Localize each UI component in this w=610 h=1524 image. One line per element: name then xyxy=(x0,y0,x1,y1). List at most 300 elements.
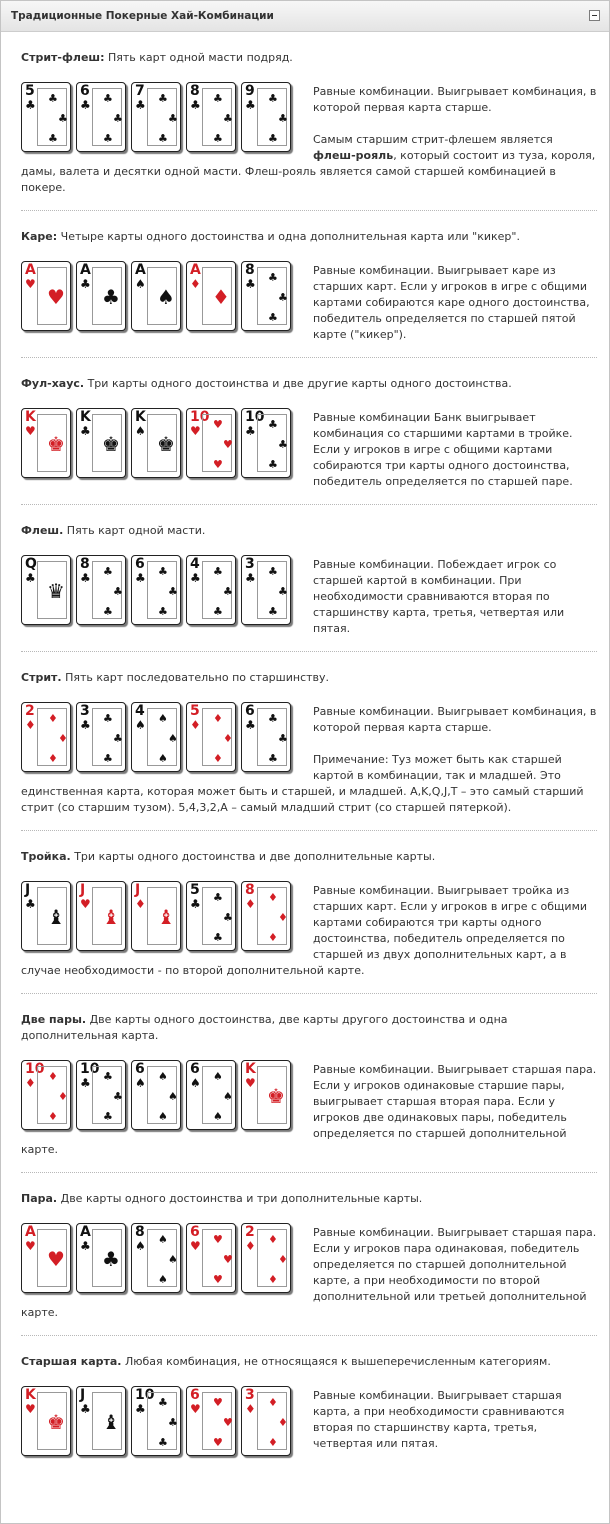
spades-pip-icon: ♠ xyxy=(158,1233,168,1246)
clubs-suit-icon: ♣ xyxy=(80,424,91,438)
playing-card-j-hearts xyxy=(76,881,126,951)
hand-example-row xyxy=(21,702,597,816)
spades-ace-emblem-icon: ♠ xyxy=(157,285,175,309)
diamonds-suit-icon: ♦ xyxy=(135,897,146,911)
card-rank: 6 xyxy=(135,1061,145,1077)
hearts-pip-icon: ♥ xyxy=(213,1233,223,1246)
hearts-pip-icon: ♥ xyxy=(223,1253,233,1266)
clubs-pip-icon: ♣ xyxy=(223,112,233,125)
playing-card-j-clubs xyxy=(21,881,71,951)
hand-example-row xyxy=(21,1060,597,1158)
playing-card-a-clubs xyxy=(76,1223,126,1293)
playing-card-7-clubs xyxy=(131,82,181,152)
spades-pip-icon: ♠ xyxy=(158,1070,168,1083)
description-paragraph: Равные комбинации. Выигрывает старшая карта, а при необходимости сравниваются вторая по старшинству карта, третья, четвертая или пятая. xyxy=(313,1389,565,1450)
court-figure-icon: ♚ xyxy=(157,432,175,456)
diamonds-pip-icon: ♦ xyxy=(58,732,68,745)
hearts-pip-icon: ♥ xyxy=(213,1436,223,1449)
spades-suit-icon: ♠ xyxy=(135,277,146,291)
spades-pip-icon: ♠ xyxy=(213,1070,223,1083)
hand-example-row xyxy=(21,1386,597,1460)
hand-title: Стрит-флеш: xyxy=(21,51,105,64)
hand-section-straight xyxy=(21,652,597,831)
playing-card-8-diamonds xyxy=(241,881,291,951)
clubs-pip-icon: ♣ xyxy=(278,291,288,304)
diamonds-pip-icon: ♦ xyxy=(48,1110,58,1123)
clubs-suit-icon: ♣ xyxy=(25,98,36,112)
clubs-pip-icon: ♣ xyxy=(168,1416,178,1429)
playing-card-6-hearts xyxy=(186,1386,236,1456)
hand-cards xyxy=(21,408,311,482)
clubs-pip-icon: ♣ xyxy=(268,418,278,431)
diamonds-suit-icon: ♦ xyxy=(245,1402,256,1416)
description-text: Самым старшим стрит-флешем является xyxy=(313,133,553,146)
card-rank: 4 xyxy=(135,703,145,719)
card-rank: K xyxy=(25,409,36,425)
card-rank: A xyxy=(25,262,36,278)
royal-flush-term: флеш-рояль xyxy=(313,149,394,162)
playing-card-k-hearts xyxy=(241,1060,291,1130)
playing-card-a-clubs xyxy=(76,261,126,331)
playing-card-8-spades xyxy=(131,1223,181,1293)
diamonds-pip-icon: ♦ xyxy=(268,1436,278,1449)
card-face xyxy=(37,414,67,472)
clubs-suit-icon: ♣ xyxy=(135,98,146,112)
card-face xyxy=(257,1392,287,1450)
clubs-pip-icon: ♣ xyxy=(213,92,223,105)
clubs-pip-icon: ♣ xyxy=(158,132,168,145)
hearts-ace-emblem-icon: ♥ xyxy=(47,1247,65,1271)
hearts-suit-icon: ♥ xyxy=(190,1239,201,1253)
clubs-pip-icon: ♣ xyxy=(213,132,223,145)
hand-title: Старшая карта. xyxy=(21,1355,122,1368)
diamonds-pip-icon: ♦ xyxy=(268,1233,278,1246)
spades-pip-icon: ♠ xyxy=(168,1090,178,1103)
playing-card-k-hearts xyxy=(21,408,71,478)
hand-heading xyxy=(21,849,597,865)
hand-cards xyxy=(21,261,311,335)
card-face xyxy=(92,708,122,766)
clubs-pip-icon: ♣ xyxy=(103,712,113,725)
hearts-suit-icon: ♥ xyxy=(190,1402,201,1416)
card-face xyxy=(37,267,67,325)
card-rank: 6 xyxy=(80,83,90,99)
card-rank: 3 xyxy=(245,556,255,572)
card-face xyxy=(92,561,122,619)
card-face xyxy=(37,1392,67,1450)
hand-title: Стрит. xyxy=(21,671,62,684)
hand-section-three-of-a-kind xyxy=(21,831,597,994)
clubs-pip-icon: ♣ xyxy=(223,911,233,924)
card-face xyxy=(37,887,67,945)
spades-suit-icon: ♠ xyxy=(135,718,146,732)
court-figure-icon: ♚ xyxy=(47,432,65,456)
playing-card-8-clubs xyxy=(241,261,291,331)
hand-heading xyxy=(21,376,597,392)
card-rank: 6 xyxy=(190,1387,200,1403)
clubs-pip-icon: ♣ xyxy=(213,931,223,944)
card-rank: 2 xyxy=(245,1224,255,1240)
card-rank: J xyxy=(135,882,141,898)
spades-pip-icon: ♠ xyxy=(158,1273,168,1286)
hand-title: Пара. xyxy=(21,1192,58,1205)
court-figure-icon: ♛ xyxy=(47,579,65,603)
clubs-pip-icon: ♣ xyxy=(158,1436,168,1449)
description-paragraph: Равные комбинации. Выигрывает старшая пара. Если у игроков пара одинаковая, победитель определяется по старшей дополнительной карте, а при необходимости по второй дополнительной или третьей дополнительной карте. xyxy=(21,1226,597,1319)
diamonds-pip-icon: ♦ xyxy=(58,1090,68,1103)
card-rank: 7 xyxy=(135,83,145,99)
playing-card-j-clubs xyxy=(76,1386,126,1456)
clubs-pip-icon: ♣ xyxy=(213,891,223,904)
card-face xyxy=(202,561,232,619)
diamonds-suit-icon: ♦ xyxy=(245,897,256,911)
hand-section-full-house xyxy=(21,358,597,505)
card-rank: K xyxy=(25,1387,36,1403)
card-rank: 3 xyxy=(80,703,90,719)
clubs-pip-icon: ♣ xyxy=(168,585,178,598)
court-figure-icon: ♝ xyxy=(47,905,65,929)
spades-pip-icon: ♠ xyxy=(213,1110,223,1123)
playing-card-10-hearts xyxy=(186,408,236,478)
playing-card-6-spades xyxy=(186,1060,236,1130)
diamonds-pip-icon: ♦ xyxy=(268,931,278,944)
diamonds-pip-icon: ♦ xyxy=(48,752,58,765)
clubs-pip-icon: ♣ xyxy=(58,112,68,125)
card-rank: A xyxy=(135,262,146,278)
clubs-pip-icon: ♣ xyxy=(268,752,278,765)
card-rank: 8 xyxy=(245,262,255,278)
hand-definition: Пять карт одной масти подряд. xyxy=(104,51,293,64)
card-face xyxy=(202,708,232,766)
diamonds-pip-icon: ♦ xyxy=(223,732,233,745)
hand-definition: Три карты одного достоинства и две дополнительные карты. xyxy=(70,850,436,863)
diamonds-pip-icon: ♦ xyxy=(268,1273,278,1286)
playing-card-5-diamonds xyxy=(186,702,236,772)
hand-example-row xyxy=(21,881,597,979)
hearts-ace-emblem-icon: ♥ xyxy=(47,285,65,309)
clubs-suit-icon: ♣ xyxy=(80,571,91,585)
spades-pip-icon: ♠ xyxy=(168,732,178,745)
hearts-pip-icon: ♥ xyxy=(223,1416,233,1429)
hand-definition: Пять карт одной масти. xyxy=(63,524,206,537)
clubs-pip-icon: ♣ xyxy=(223,585,233,598)
clubs-pip-icon: ♣ xyxy=(268,92,278,105)
clubs-pip-icon: ♣ xyxy=(158,92,168,105)
card-rank: 2 xyxy=(25,703,35,719)
card-rank: J xyxy=(25,882,31,898)
card-face xyxy=(147,1392,177,1450)
playing-card-6-clubs xyxy=(131,555,181,625)
hand-title: Две пары. xyxy=(21,1013,87,1026)
clubs-suit-icon: ♣ xyxy=(80,1402,91,1416)
card-face xyxy=(147,414,177,472)
playing-card-10-clubs xyxy=(241,408,291,478)
diamonds-ace-emblem-icon: ♦ xyxy=(212,285,230,309)
hearts-suit-icon: ♥ xyxy=(25,1402,36,1416)
playing-card-10-clubs xyxy=(131,1386,181,1456)
playing-card-5-clubs xyxy=(21,82,71,152)
hand-definition: Две карты одного достоинства, две карты другого достоинства и одна дополнительная карта. xyxy=(21,1013,508,1042)
clubs-ace-emblem-icon: ♣ xyxy=(102,1247,120,1271)
card-face xyxy=(202,414,232,472)
card-rank: 8 xyxy=(80,556,90,572)
diamonds-pip-icon: ♦ xyxy=(268,1396,278,1409)
playing-card-8-clubs xyxy=(76,555,126,625)
card-face xyxy=(92,1066,122,1124)
spades-suit-icon: ♠ xyxy=(135,424,146,438)
hand-cards xyxy=(21,881,311,955)
clubs-suit-icon: ♣ xyxy=(245,571,256,585)
clubs-suit-icon: ♣ xyxy=(245,718,256,732)
card-rank: 6 xyxy=(245,703,255,719)
clubs-pip-icon: ♣ xyxy=(103,1070,113,1083)
card-rank: 10 xyxy=(25,1061,45,1077)
description-paragraph: Примечание: Туз может быть как старшей картой в комбинации, так и младшей. Это единственная карта, которая может быть и старшей, и младшей. A,K,Q,J,T – это самый старший стрит (со старшим тузом). 5,4,3,2,A – самый младший стрит (со старшей пятеркой). xyxy=(21,753,584,814)
card-rank: K xyxy=(135,409,146,425)
hand-heading xyxy=(21,1012,597,1044)
clubs-pip-icon: ♣ xyxy=(158,1396,168,1409)
hand-example-row xyxy=(21,555,597,637)
hand-section-two-pair xyxy=(21,994,597,1173)
card-rank: A xyxy=(80,1224,91,1240)
hand-heading xyxy=(21,1354,597,1370)
clubs-suit-icon: ♣ xyxy=(190,571,201,585)
clubs-pip-icon: ♣ xyxy=(213,605,223,618)
playing-card-a-diamonds xyxy=(186,261,236,331)
court-figure-icon: ♚ xyxy=(267,1084,285,1108)
diamonds-suit-icon: ♦ xyxy=(25,1076,36,1090)
playing-card-6-clubs xyxy=(76,82,126,152)
panel-header xyxy=(1,1,609,32)
playing-card-10-diamonds xyxy=(21,1060,71,1130)
card-face xyxy=(202,1392,232,1450)
clubs-pip-icon: ♣ xyxy=(278,585,288,598)
diamonds-suit-icon: ♦ xyxy=(245,1239,256,1253)
card-rank: Q xyxy=(25,556,37,572)
card-face xyxy=(257,1229,287,1287)
diamonds-pip-icon: ♦ xyxy=(278,1253,288,1266)
hand-definition: Пять карт последовательно по старшинству. xyxy=(61,671,330,684)
clubs-pip-icon: ♣ xyxy=(103,132,113,145)
playing-card-2-diamonds xyxy=(241,1223,291,1293)
spades-pip-icon: ♠ xyxy=(223,1090,233,1103)
clubs-pip-icon: ♣ xyxy=(158,565,168,578)
playing-card-6-hearts xyxy=(186,1223,236,1293)
diamonds-suit-icon: ♦ xyxy=(25,718,36,732)
clubs-suit-icon: ♣ xyxy=(25,571,36,585)
clubs-pip-icon: ♣ xyxy=(103,605,113,618)
card-rank: 10 xyxy=(80,1061,100,1077)
clubs-suit-icon: ♣ xyxy=(80,277,91,291)
card-rank: 9 xyxy=(245,83,255,99)
clubs-suit-icon: ♣ xyxy=(80,718,91,732)
card-face xyxy=(257,414,287,472)
diamonds-pip-icon: ♦ xyxy=(213,712,223,725)
court-figure-icon: ♝ xyxy=(157,905,175,929)
clubs-pip-icon: ♣ xyxy=(278,438,288,451)
hand-cards xyxy=(21,555,311,629)
diamonds-suit-icon: ♦ xyxy=(190,718,201,732)
spades-pip-icon: ♠ xyxy=(158,712,168,725)
clubs-pip-icon: ♣ xyxy=(113,732,123,745)
card-face xyxy=(147,887,177,945)
playing-card-3-clubs xyxy=(241,555,291,625)
clubs-pip-icon: ♣ xyxy=(268,565,278,578)
card-rank: 10 xyxy=(135,1387,155,1403)
card-face xyxy=(257,88,287,146)
card-face xyxy=(257,1066,287,1124)
clubs-pip-icon: ♣ xyxy=(213,565,223,578)
hand-title: Флеш. xyxy=(21,524,64,537)
court-figure-icon: ♝ xyxy=(102,1410,120,1434)
clubs-suit-icon: ♣ xyxy=(80,1076,91,1090)
clubs-pip-icon: ♣ xyxy=(268,712,278,725)
clubs-pip-icon: ♣ xyxy=(168,112,178,125)
playing-card-6-spades xyxy=(131,1060,181,1130)
card-rank: J xyxy=(80,1387,86,1403)
card-rank: 10 xyxy=(245,409,265,425)
hand-cards xyxy=(21,1223,311,1297)
diamonds-pip-icon: ♦ xyxy=(48,1070,58,1083)
card-face xyxy=(147,267,177,325)
clubs-pip-icon: ♣ xyxy=(103,752,113,765)
playing-card-5-clubs xyxy=(186,881,236,951)
clubs-pip-icon: ♣ xyxy=(103,565,113,578)
card-face xyxy=(37,708,67,766)
playing-card-j-diamonds xyxy=(131,881,181,951)
clubs-pip-icon: ♣ xyxy=(48,92,58,105)
collapse-icon[interactable] xyxy=(589,10,600,21)
spades-pip-icon: ♠ xyxy=(158,1110,168,1123)
card-rank: 6 xyxy=(190,1061,200,1077)
hand-title: Каре: xyxy=(21,230,58,243)
playing-card-6-clubs xyxy=(241,702,291,772)
card-face xyxy=(92,267,122,325)
card-rank: 8 xyxy=(190,83,200,99)
hand-example-row xyxy=(21,1223,597,1321)
playing-card-a-hearts xyxy=(21,261,71,331)
card-rank: 10 xyxy=(190,409,210,425)
hand-title: Тройка. xyxy=(21,850,71,863)
card-face xyxy=(37,1066,67,1124)
clubs-pip-icon: ♣ xyxy=(268,311,278,324)
spades-suit-icon: ♠ xyxy=(190,1076,201,1090)
diamonds-pip-icon: ♦ xyxy=(278,1416,288,1429)
description-paragraph: Равные комбинации Банк выигрывает комбинация со старшими картами в тройке. Если у игроков в игре с общими картами собираются три карты одного достоинства, победитель определяется по старшей паре. xyxy=(313,411,573,488)
hand-definition: Две карты одного достоинства и три дополнительные карты. xyxy=(57,1192,423,1205)
hand-section-flush xyxy=(21,505,597,652)
card-face xyxy=(92,887,122,945)
clubs-pip-icon: ♣ xyxy=(158,605,168,618)
card-face xyxy=(147,88,177,146)
description-paragraph: Равные комбинации. Выигрывает тройка из старших карт. Если у игроков в игре с общими картами собираются три карты одного достоинства, победитель определяется по старшей из двух дополнительных карт, а в случае необходимости - по второй дополнительной карте. xyxy=(21,884,588,977)
clubs-pip-icon: ♣ xyxy=(103,92,113,105)
clubs-suit-icon: ♣ xyxy=(80,98,91,112)
card-face xyxy=(147,561,177,619)
diamonds-pip-icon: ♦ xyxy=(268,891,278,904)
clubs-pip-icon: ♣ xyxy=(48,132,58,145)
hearts-suit-icon: ♥ xyxy=(25,1239,36,1253)
clubs-suit-icon: ♣ xyxy=(245,98,256,112)
clubs-suit-icon: ♣ xyxy=(135,571,146,585)
card-face xyxy=(92,88,122,146)
spades-pip-icon: ♠ xyxy=(158,752,168,765)
clubs-suit-icon: ♣ xyxy=(25,897,36,911)
spades-pip-icon: ♠ xyxy=(168,1253,178,1266)
card-rank: 5 xyxy=(190,703,200,719)
description-paragraph: Равные комбинации. Выигрывает старшая пара. Если у игроков одинаковые старшие пары, выигрывает старшая вторая пара. Если у игроков две одинаковых пары, победитель определяется по старшей дополнительной карте. xyxy=(21,1063,597,1156)
hand-example-row xyxy=(21,408,597,490)
card-face xyxy=(257,708,287,766)
hand-definition: Четыре карты одного достоинства и одна дополнительная карта или "кикер". xyxy=(57,230,520,243)
hearts-pip-icon: ♥ xyxy=(213,1273,223,1286)
hearts-suit-icon: ♥ xyxy=(245,1076,256,1090)
playing-card-8-clubs xyxy=(186,82,236,152)
hearts-suit-icon: ♥ xyxy=(190,424,201,438)
card-face xyxy=(257,887,287,945)
diamonds-pip-icon: ♦ xyxy=(213,752,223,765)
clubs-pip-icon: ♣ xyxy=(268,458,278,471)
hand-heading xyxy=(21,670,597,686)
card-face xyxy=(202,88,232,146)
card-rank: A xyxy=(25,1224,36,1240)
clubs-pip-icon: ♣ xyxy=(278,732,288,745)
playing-card-9-clubs xyxy=(241,82,291,152)
description-paragraph: Равные комбинации. Выигрывает каре из старших карт. Если у игроков в игре с общими картами собираются каре одного достоинства, победитель определяется по старшей пятой карте ("кикер"). xyxy=(313,264,590,341)
hearts-suit-icon: ♥ xyxy=(25,277,36,291)
card-face xyxy=(257,561,287,619)
clubs-pip-icon: ♣ xyxy=(278,112,288,125)
hand-cards xyxy=(21,1386,311,1460)
panel-title: Традиционные Покерные Хай-Комбинации xyxy=(11,10,274,22)
card-rank: A xyxy=(190,262,201,278)
card-rank: 4 xyxy=(190,556,200,572)
playing-card-3-diamonds xyxy=(241,1386,291,1456)
card-rank: 8 xyxy=(135,1224,145,1240)
playing-card-4-spades xyxy=(131,702,181,772)
hand-definition: Любая комбинация, не относящаяся к вышеперечисленным категориям. xyxy=(121,1355,551,1368)
playing-card-k-clubs xyxy=(76,408,126,478)
diamonds-pip-icon: ♦ xyxy=(48,712,58,725)
hand-heading xyxy=(21,523,597,539)
card-face xyxy=(92,1229,122,1287)
card-rank: 6 xyxy=(135,556,145,572)
card-face xyxy=(257,267,287,325)
card-rank: 5 xyxy=(190,882,200,898)
card-face xyxy=(37,1229,67,1287)
hand-heading xyxy=(21,50,597,66)
spades-suit-icon: ♠ xyxy=(135,1076,146,1090)
card-face xyxy=(202,1066,232,1124)
clubs-pip-icon: ♣ xyxy=(103,1110,113,1123)
hand-section-four-of-a-kind xyxy=(21,211,597,358)
playing-card-k-hearts xyxy=(21,1386,71,1456)
hand-cards xyxy=(21,82,311,156)
hand-cards xyxy=(21,1060,311,1134)
clubs-suit-icon: ♣ xyxy=(245,277,256,291)
clubs-ace-emblem-icon: ♣ xyxy=(102,285,120,309)
card-face xyxy=(92,414,122,472)
playing-card-2-diamonds xyxy=(21,702,71,772)
description-paragraph: Равные комбинации. Выигрывает комбинация, в которой первая карта старше. xyxy=(313,85,597,114)
hand-example-row xyxy=(21,82,597,196)
hearts-suit-icon: ♥ xyxy=(25,424,36,438)
hand-heading xyxy=(21,229,597,245)
playing-card-a-hearts xyxy=(21,1223,71,1293)
card-face xyxy=(202,887,232,945)
clubs-pip-icon: ♣ xyxy=(113,112,123,125)
playing-card-4-clubs xyxy=(186,555,236,625)
